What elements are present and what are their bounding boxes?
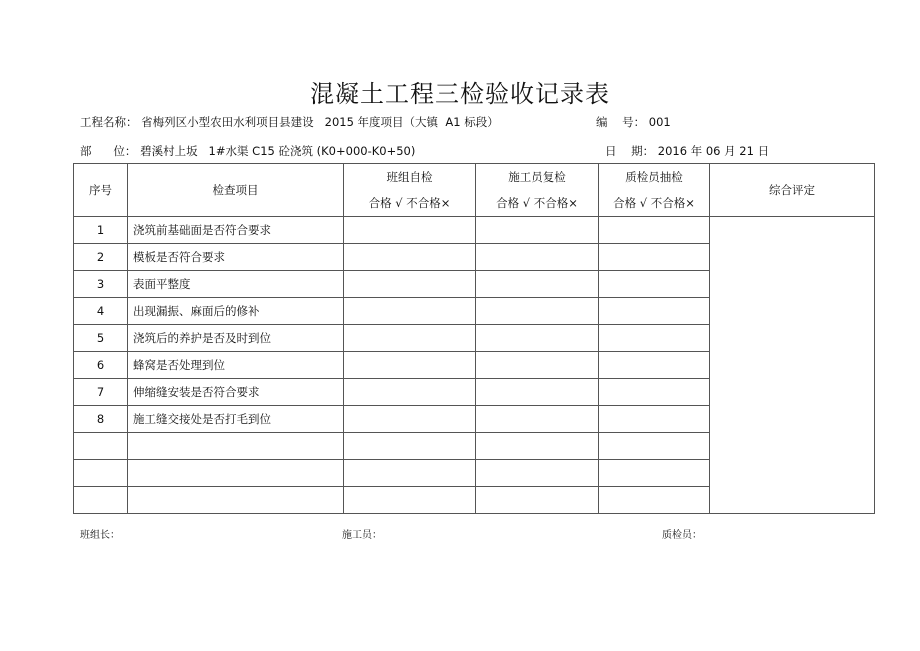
header-seq: 序号 <box>74 164 128 217</box>
team-check-cell <box>344 352 476 379</box>
qc-check-cell <box>599 244 710 271</box>
qc-check-label: 质检员抽检 <box>625 170 683 184</box>
team-check-cell <box>344 244 476 271</box>
seq-cell <box>74 487 128 514</box>
team-pass-fail: 合格 √ 不合格× <box>368 196 451 210</box>
project-field <box>80 114 499 130</box>
constructor-check-label: 施工员复检 <box>508 170 566 184</box>
item-cell: 浇筑后的养护是否及时到位 <box>128 325 344 352</box>
footer-constructor: 施工员： <box>342 530 382 541</box>
qc-check-cell <box>599 271 710 298</box>
seq-cell <box>74 433 128 460</box>
item-cell: 伸缩缝安装是否符合要求 <box>128 379 344 406</box>
constructor-check-cell <box>476 352 599 379</box>
location-field <box>80 143 415 159</box>
seq-cell: 3 <box>74 271 128 298</box>
qc-check-cell <box>599 352 710 379</box>
overall-evaluation-cell <box>710 217 875 514</box>
location-label: 部 位： <box>80 144 137 158</box>
constructor-check-cell <box>476 379 599 406</box>
date-label: 日 期： <box>605 144 655 158</box>
number-field <box>596 114 671 130</box>
team-check-cell <box>344 406 476 433</box>
item-cell: 模板是否符合要求 <box>128 244 344 271</box>
qc-check-cell <box>599 406 710 433</box>
constructor-check-cell <box>476 406 599 433</box>
team-check-cell <box>344 217 476 244</box>
item-cell: 出现漏振、麻面后的修补 <box>128 298 344 325</box>
location-value: 碧溪村上坂 1#水渠 C15 砼浇筑 (K0+000-K0+50) <box>140 144 416 158</box>
footer-inspector: 质检员： <box>662 530 702 541</box>
item-cell <box>128 487 344 514</box>
seq-cell: 7 <box>74 379 128 406</box>
qc-check-cell <box>599 325 710 352</box>
date-field <box>605 143 769 159</box>
team-check-cell <box>344 298 476 325</box>
table-header-row <box>74 164 875 217</box>
seq-cell: 4 <box>74 298 128 325</box>
item-cell: 蜂窝是否处理到位 <box>128 352 344 379</box>
team-check-cell <box>344 271 476 298</box>
table-row <box>74 217 875 244</box>
qc-check-cell <box>599 217 710 244</box>
item-cell <box>128 433 344 460</box>
constructor-check-cell <box>476 487 599 514</box>
qc-check-cell <box>599 460 710 487</box>
qc-pass-fail: 合格 √ 不合格× <box>613 196 695 210</box>
seq-cell: 5 <box>74 325 128 352</box>
document-title: 混凝土工程三检验收记录表 <box>310 80 610 108</box>
qc-check-cell <box>599 433 710 460</box>
constructor-check-cell <box>476 433 599 460</box>
item-cell: 表面平整度 <box>128 271 344 298</box>
seq-cell: 1 <box>74 217 128 244</box>
qc-check-cell <box>599 487 710 514</box>
constructor-check-cell <box>476 298 599 325</box>
team-check-label: 班组自检 <box>386 170 433 184</box>
project-name: 省梅列区小型农田水利项目县建设 2015 年度项目（大镇 A1 标段） <box>141 115 499 129</box>
seq-cell: 2 <box>74 244 128 271</box>
date-value: 2016 年 06 月 21 日 <box>657 144 770 158</box>
number-label: 编 号： <box>596 115 646 129</box>
header-item: 检查项目 <box>128 164 344 217</box>
item-cell <box>128 460 344 487</box>
item-cell: 浇筑前基础面是否符合要求 <box>128 217 344 244</box>
seq-cell: 8 <box>74 406 128 433</box>
header-team-check <box>344 164 476 217</box>
constructor-check-cell <box>476 460 599 487</box>
inspection-table <box>73 163 875 514</box>
seq-cell <box>74 460 128 487</box>
qc-check-cell <box>599 379 710 406</box>
item-cell: 施工缝交接处是否打毛到位 <box>128 406 344 433</box>
number-value: 001 <box>648 115 671 129</box>
seq-cell: 6 <box>74 352 128 379</box>
qc-check-cell <box>599 298 710 325</box>
constructor-check-cell <box>476 271 599 298</box>
constructor-check-cell <box>476 325 599 352</box>
team-check-cell <box>344 487 476 514</box>
footer-team-leader: 班组长： <box>80 530 120 541</box>
header-qc-check <box>599 164 710 217</box>
header-overall: 综合评定 <box>710 164 875 217</box>
team-check-cell <box>344 325 476 352</box>
constructor-check-cell <box>476 217 599 244</box>
header-constructor-check <box>476 164 599 217</box>
team-check-cell <box>344 379 476 406</box>
team-check-cell <box>344 460 476 487</box>
constructor-pass-fail: 合格 √ 不合格× <box>496 196 578 210</box>
team-check-cell <box>344 433 476 460</box>
constructor-check-cell <box>476 244 599 271</box>
project-label: 工程名称： <box>80 115 138 129</box>
